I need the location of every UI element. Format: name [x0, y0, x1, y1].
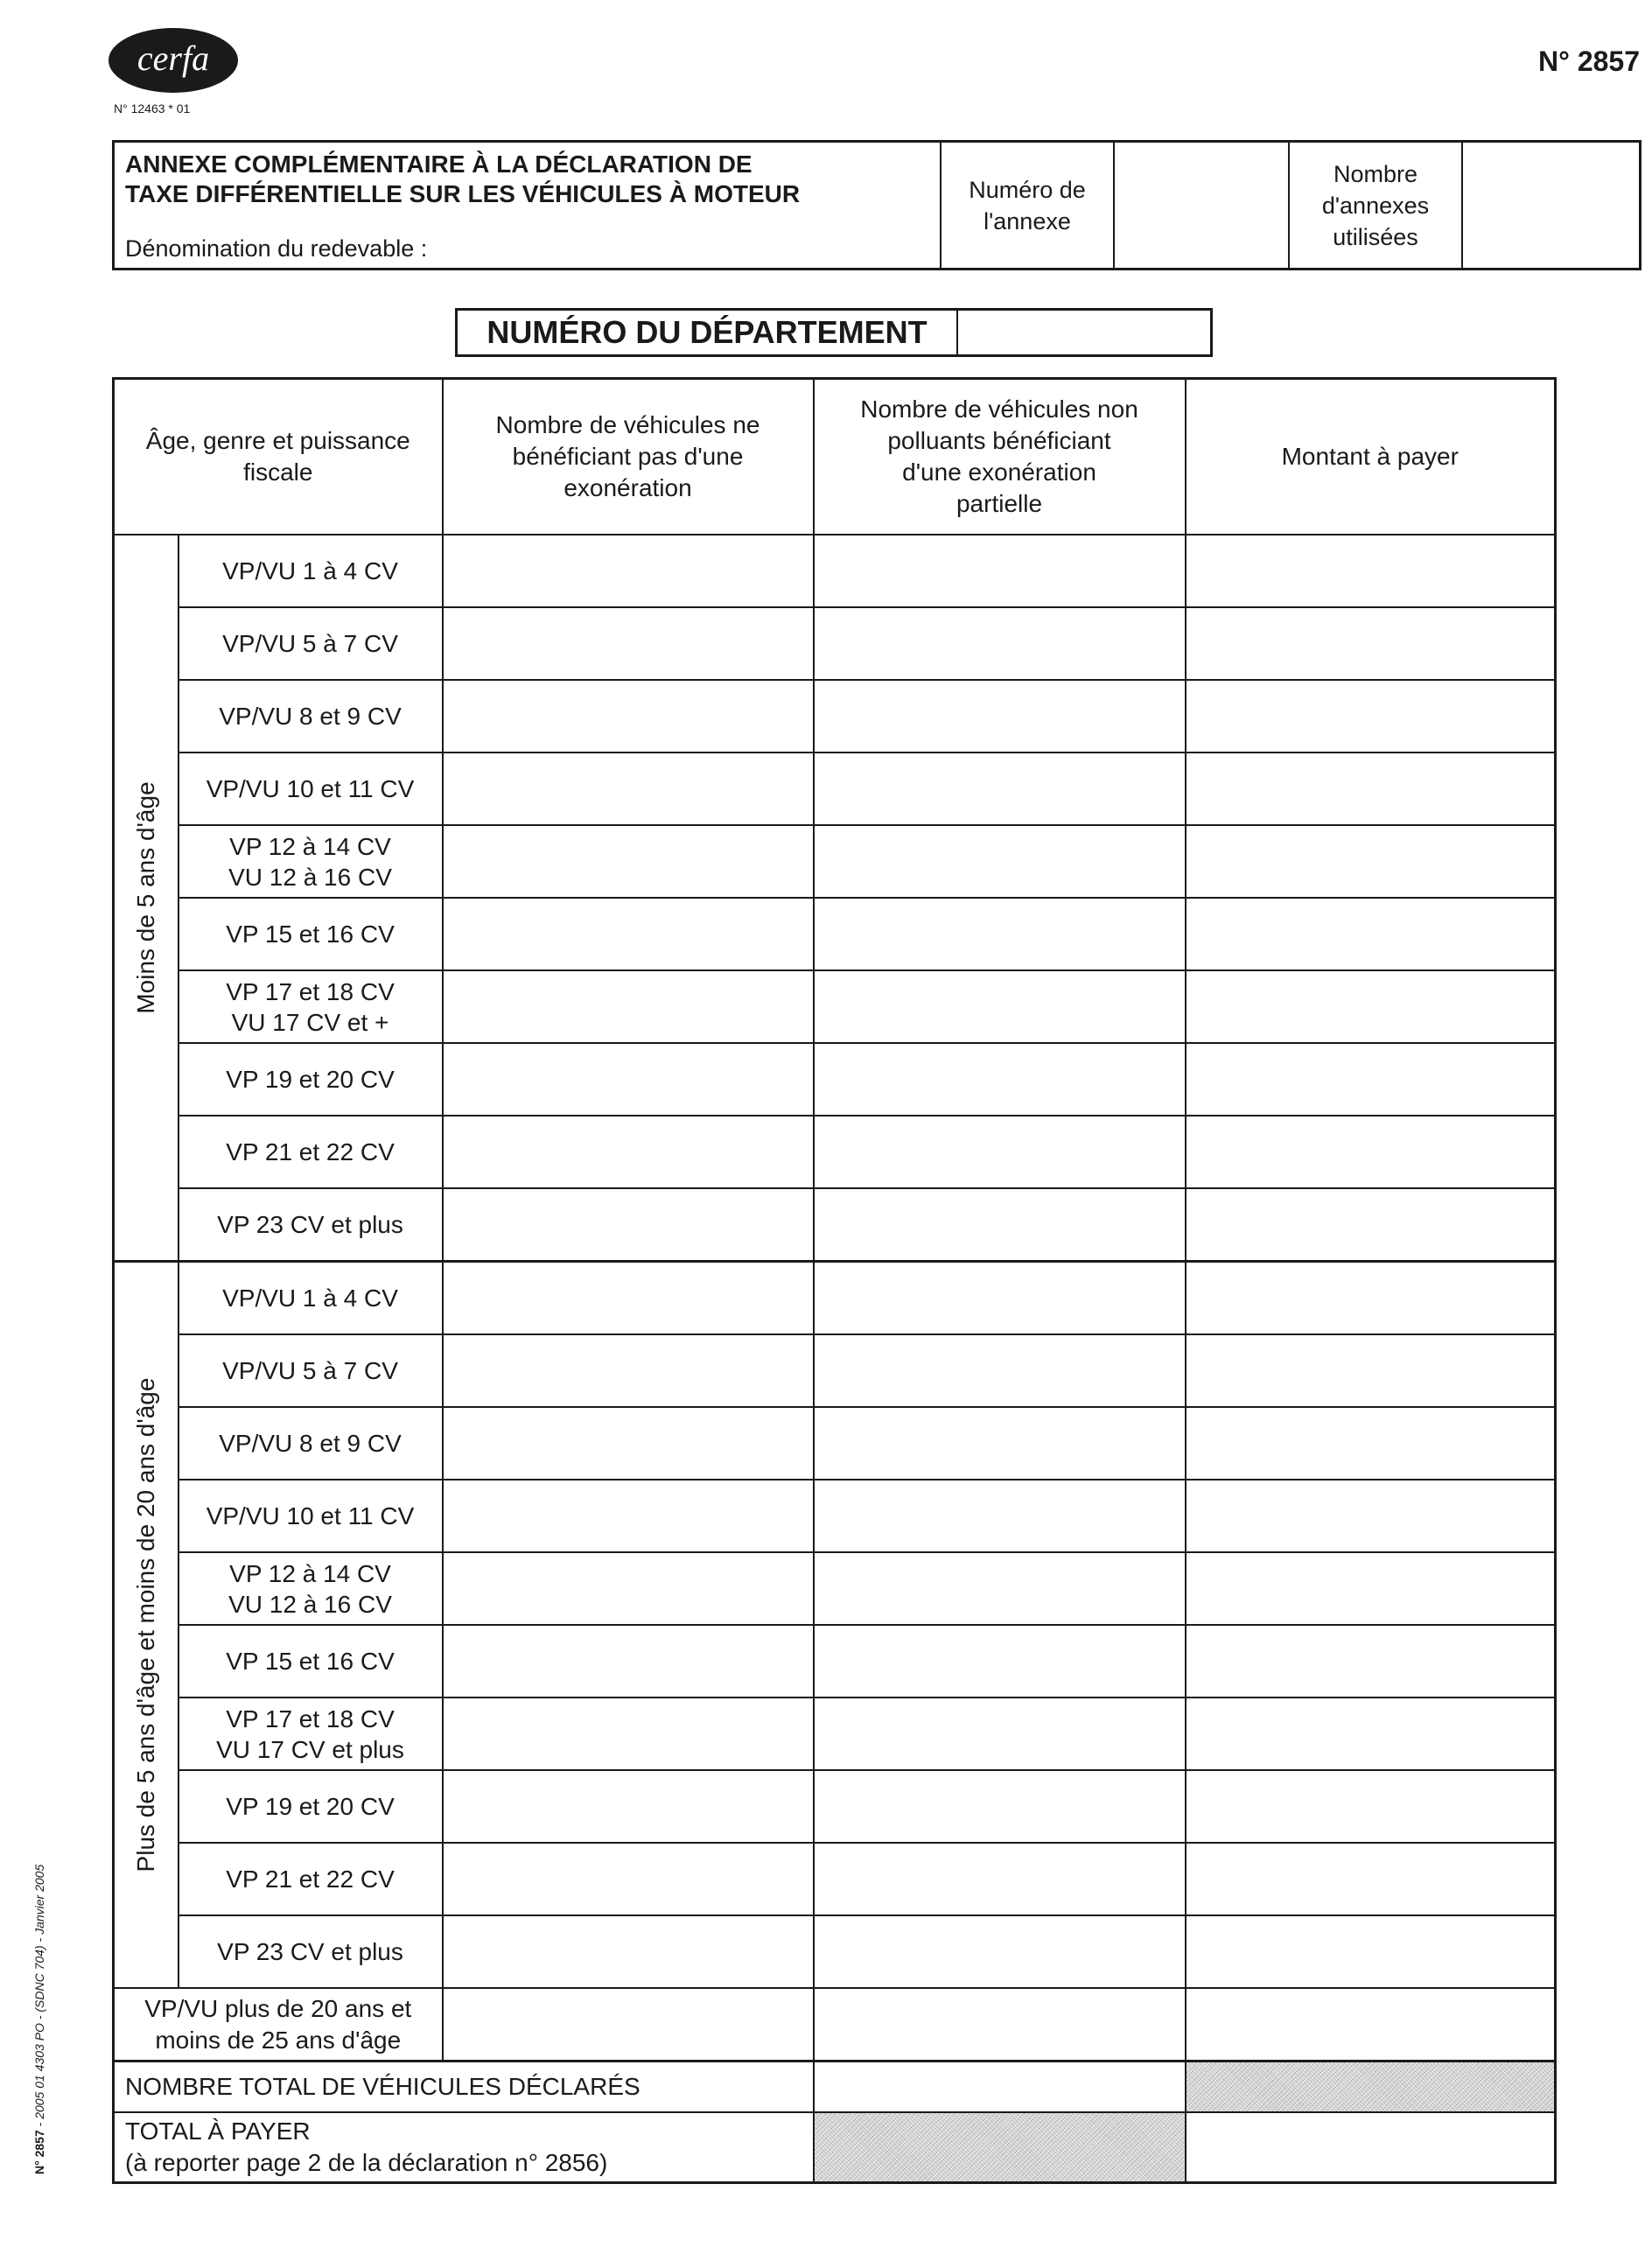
- total-pay-label: [114, 2112, 814, 2183]
- category-label: [178, 680, 443, 752]
- category-label-line: VP 23 CV et plus: [217, 1211, 403, 1238]
- group1-row: [114, 1188, 1556, 1262]
- annex-number-label-line2: l'annexe: [984, 207, 1071, 234]
- partial-exemption-field[interactable]: [814, 1625, 1186, 1698]
- total-count-label: NOMBRE TOTAL DE VÉHICULES DÉCLARÉS: [114, 2062, 814, 2113]
- group1-row: [114, 898, 1556, 970]
- group2-row: [114, 1770, 1556, 1843]
- column-header-no-exemption-line3: exonération: [564, 474, 692, 501]
- column-header-partial-exemption-line3: d'une exonération: [902, 458, 1096, 486]
- amount-field[interactable]: [1186, 607, 1556, 680]
- annex-count-label-line3: utilisées: [1333, 223, 1418, 250]
- category-label-line: VU 17 CV et plus: [216, 1735, 404, 1763]
- amount-field[interactable]: [1186, 1698, 1556, 1770]
- partial-exemption-field[interactable]: [814, 970, 1186, 1043]
- category-label: [178, 1116, 443, 1188]
- partial-exemption-field[interactable]: [814, 1188, 1186, 1262]
- cerfa-logo: [107, 26, 240, 94]
- group1-row: [114, 1043, 1556, 1116]
- group2-rows: [114, 1262, 1556, 1989]
- partial-exemption-field[interactable]: [814, 1334, 1186, 1407]
- category-label-line: VP 12 à 14 CV: [229, 832, 391, 860]
- category-label: [178, 898, 443, 970]
- header-title-cell: [115, 143, 942, 268]
- header-title-line2: TAXE DIFFÉRENTIELLE SUR LES VÉHICULES À MOTEUR: [125, 180, 801, 207]
- no-exemption-field[interactable]: [443, 607, 814, 680]
- category-label: [178, 970, 443, 1043]
- annex-count-label-line1: Nombre: [1333, 160, 1418, 187]
- group2-row: [114, 1625, 1556, 1698]
- no-exemption-field[interactable]: [443, 1915, 814, 1988]
- category-label-line: VP 15 et 16 CV: [226, 1648, 395, 1675]
- amount-field[interactable]: [1186, 1552, 1556, 1625]
- category-label-line: VP 12 à 14 CV: [229, 1559, 391, 1587]
- category-label-line: VP/VU 8 et 9 CV: [219, 1430, 402, 1457]
- category-label-line: VP/VU 10 et 11 CV: [206, 775, 415, 802]
- partial-exemption-field[interactable]: [814, 1116, 1186, 1188]
- group1-age-label-text: Moins de 5 ans d'âge: [131, 781, 159, 1014]
- old-vehicles-partial-exemption-field[interactable]: [814, 1988, 1186, 2062]
- category-label-line: VU 12 à 16 CV: [228, 1590, 392, 1618]
- department-field[interactable]: [958, 311, 1210, 354]
- group2-row: [114, 1334, 1556, 1407]
- group2-age-label-text: Plus de 5 ans d'âge et moins de 20 ans d'âge: [131, 1377, 159, 1872]
- amount-field[interactable]: [1186, 1480, 1556, 1552]
- amount-field[interactable]: [1186, 898, 1556, 970]
- column-header-age-line1: Âge, genre et puissance: [145, 427, 410, 454]
- total-count-field[interactable]: [814, 2062, 1186, 2113]
- column-header-no-exemption: [443, 379, 814, 536]
- amount-field[interactable]: [1186, 680, 1556, 752]
- partial-exemption-field[interactable]: [814, 535, 1186, 607]
- category-label-line: VP 17 et 18 CV: [226, 977, 395, 1005]
- no-exemption-field[interactable]: [443, 1480, 814, 1552]
- category-label: [178, 1407, 443, 1480]
- side-reference: [32, 1865, 46, 2174]
- amount-field[interactable]: [1186, 1334, 1556, 1407]
- amount-field[interactable]: [1186, 1407, 1556, 1480]
- no-exemption-field[interactable]: [443, 1407, 814, 1480]
- category-label-line: VP/VU 1 à 4 CV: [222, 557, 398, 584]
- annex-count-label-line2: d'annexes: [1321, 192, 1430, 219]
- amount-field[interactable]: [1186, 1843, 1556, 1915]
- old-vehicles-amount-field[interactable]: [1186, 1988, 1556, 2062]
- category-label: [178, 1625, 443, 1698]
- category-label: [178, 825, 443, 898]
- total-pay-field[interactable]: [1186, 2112, 1556, 2183]
- amount-field[interactable]: [1186, 1188, 1556, 1262]
- annex-number-field[interactable]: [1115, 143, 1290, 268]
- partial-exemption-field[interactable]: [814, 1843, 1186, 1915]
- category-label: [178, 1188, 443, 1262]
- no-exemption-field[interactable]: [443, 898, 814, 970]
- amount-field[interactable]: [1186, 1915, 1556, 1988]
- column-header-age: [114, 379, 443, 536]
- group1-row: [114, 970, 1556, 1043]
- header-title-line1: ANNEXE COMPLÉMENTAIRE À LA DÉCLARATION DE: [125, 150, 752, 178]
- category-label-line: VP 19 et 20 CV: [226, 1066, 395, 1093]
- category-label-line: VP 21 et 22 CV: [226, 1866, 395, 1893]
- column-header-partial-exemption: [814, 379, 1186, 536]
- amount-field[interactable]: [1186, 1262, 1556, 1335]
- amount-field[interactable]: [1186, 1770, 1556, 1843]
- category-label: [178, 535, 443, 607]
- column-header-no-exemption-line2: bénéficiant pas d'une: [512, 443, 744, 470]
- group1-age-label: [114, 535, 178, 1262]
- amount-field[interactable]: [1186, 1043, 1556, 1116]
- category-label-line: VP/VU 5 à 7 CV: [222, 630, 398, 657]
- category-label: [178, 607, 443, 680]
- column-header-partial-exemption-line1: Nombre de véhicules non: [860, 396, 1138, 423]
- category-label: [178, 1843, 443, 1915]
- group1-row: [114, 680, 1556, 752]
- form-code: N° 12463 * 01: [114, 102, 191, 116]
- old-vehicles-row: [114, 1988, 1556, 2062]
- partial-exemption-field[interactable]: [814, 825, 1186, 898]
- old-vehicles-label: [114, 1988, 443, 2062]
- partial-exemption-field[interactable]: [814, 1698, 1186, 1770]
- partial-exemption-field[interactable]: [814, 752, 1186, 825]
- partial-exemption-field[interactable]: [814, 1043, 1186, 1116]
- amount-field[interactable]: [1186, 825, 1556, 898]
- category-label: [178, 1262, 443, 1335]
- no-exemption-field[interactable]: [443, 680, 814, 752]
- group2-row: [114, 1915, 1556, 1988]
- category-label-line: VP/VU 1 à 4 CV: [222, 1284, 398, 1312]
- no-exemption-field[interactable]: [443, 535, 814, 607]
- total-pay-hatched-cell: [814, 2112, 1186, 2183]
- old-vehicles-label-line1: VP/VU plus de 20 ans et: [144, 1994, 412, 2022]
- category-label-line: VP 23 CV et plus: [217, 1938, 403, 1965]
- old-vehicles-label-line2: moins de 25 ans d'âge: [155, 2026, 402, 2054]
- category-label: [178, 752, 443, 825]
- category-label-line: VP 15 et 16 CV: [226, 920, 395, 948]
- category-label-line: VP/VU 8 et 9 CV: [219, 703, 402, 730]
- category-label: [178, 1480, 443, 1552]
- form-number: N° 2857: [1538, 46, 1640, 77]
- group2-age-label: [114, 1262, 178, 1989]
- old-vehicles-no-exemption-field[interactable]: [443, 1988, 814, 2062]
- category-label: [178, 1770, 443, 1843]
- no-exemption-field[interactable]: [443, 1116, 814, 1188]
- partial-exemption-field[interactable]: [814, 680, 1186, 752]
- vehicle-table: [112, 377, 1557, 2184]
- partial-exemption-field[interactable]: [814, 1915, 1186, 1988]
- side-reference-rest: - 2005 01 4303 PO - (SDNC 704) - Janvier 2005: [32, 1864, 46, 2131]
- total-pay-row: [114, 2112, 1556, 2183]
- department-box: [455, 308, 1213, 357]
- no-exemption-field[interactable]: [443, 1698, 814, 1770]
- group1-row: [114, 607, 1556, 680]
- column-header-partial-exemption-line4: partielle: [956, 490, 1043, 517]
- annex-count-field[interactable]: [1463, 143, 1639, 268]
- category-label-line: VP 17 et 18 CV: [226, 1704, 395, 1732]
- partial-exemption-field[interactable]: [814, 898, 1186, 970]
- annex-number-label: [942, 143, 1115, 268]
- group1-row: [114, 825, 1556, 898]
- group2-row: [114, 1407, 1556, 1480]
- group1-row: [114, 752, 1556, 825]
- category-label-line: VU 17 CV et +: [231, 1008, 389, 1036]
- no-exemption-field[interactable]: [443, 1552, 814, 1625]
- category-label-line: VP/VU 5 à 7 CV: [222, 1357, 398, 1384]
- amount-field[interactable]: [1186, 1116, 1556, 1188]
- no-exemption-field[interactable]: [443, 1625, 814, 1698]
- partial-exemption-field[interactable]: [814, 1480, 1186, 1552]
- category-label: [178, 1043, 443, 1116]
- amount-field[interactable]: [1186, 535, 1556, 607]
- total-count-row: [114, 2062, 1556, 2113]
- column-header-amount: Montant à payer: [1186, 379, 1556, 536]
- annex-count-label: [1290, 143, 1463, 268]
- partial-exemption-field[interactable]: [814, 1552, 1186, 1625]
- partial-exemption-field[interactable]: [814, 607, 1186, 680]
- group2-row: [114, 1480, 1556, 1552]
- group2-row: [114, 1552, 1556, 1625]
- partial-exemption-field[interactable]: [814, 1407, 1186, 1480]
- no-exemption-field[interactable]: [443, 1334, 814, 1407]
- total-pay-label-line2: (à reporter page 2 de la déclaration n° 2856): [125, 2149, 608, 2176]
- no-exemption-field[interactable]: [443, 825, 814, 898]
- no-exemption-field[interactable]: [443, 1188, 814, 1262]
- group2-row: [114, 1698, 1556, 1770]
- partial-exemption-field[interactable]: [814, 1262, 1186, 1335]
- category-label: [178, 1698, 443, 1770]
- column-header-partial-exemption-line2: polluants bénéficiant: [887, 427, 1111, 454]
- table-header-row: [114, 379, 1556, 536]
- group1-rows: [114, 535, 1556, 1262]
- total-count-hatched-cell: [1186, 2062, 1556, 2113]
- no-exemption-field[interactable]: [443, 1843, 814, 1915]
- column-header-age-line2: fiscale: [243, 458, 313, 486]
- no-exemption-field[interactable]: [443, 1043, 814, 1116]
- side-reference-bold: N° 2857: [32, 2130, 46, 2174]
- total-pay-label-line1: TOTAL À PAYER: [125, 2118, 311, 2145]
- category-label: [178, 1552, 443, 1625]
- header-box: [112, 140, 1642, 270]
- category-label: [178, 1334, 443, 1407]
- category-label-line: VP 19 et 20 CV: [226, 1793, 395, 1820]
- category-label-line: VP/VU 10 et 11 CV: [206, 1502, 415, 1530]
- annex-number-label-line1: Numéro de: [969, 176, 1086, 203]
- no-exemption-field[interactable]: [443, 752, 814, 825]
- no-exemption-field[interactable]: [443, 1262, 814, 1335]
- logo-text: cerfa: [136, 38, 210, 78]
- column-header-no-exemption-line1: Nombre de véhicules ne: [495, 411, 760, 438]
- category-label-line: VP 21 et 22 CV: [226, 1138, 395, 1166]
- amount-field[interactable]: [1186, 970, 1556, 1043]
- amount-field[interactable]: [1186, 752, 1556, 825]
- department-label: NUMÉRO DU DÉPARTEMENT: [458, 311, 958, 354]
- category-label-line: VU 12 à 16 CV: [228, 863, 392, 891]
- group1-row: [114, 535, 1556, 607]
- amount-field[interactable]: [1186, 1625, 1556, 1698]
- no-exemption-field[interactable]: [443, 1770, 814, 1843]
- group1-row: [114, 1116, 1556, 1188]
- no-exemption-field[interactable]: [443, 970, 814, 1043]
- denomination-label: Dénomination du redevable :: [125, 235, 428, 262]
- category-label: [178, 1915, 443, 1988]
- group2-row: [114, 1262, 1556, 1335]
- partial-exemption-field[interactable]: [814, 1770, 1186, 1843]
- group2-row: [114, 1843, 1556, 1915]
